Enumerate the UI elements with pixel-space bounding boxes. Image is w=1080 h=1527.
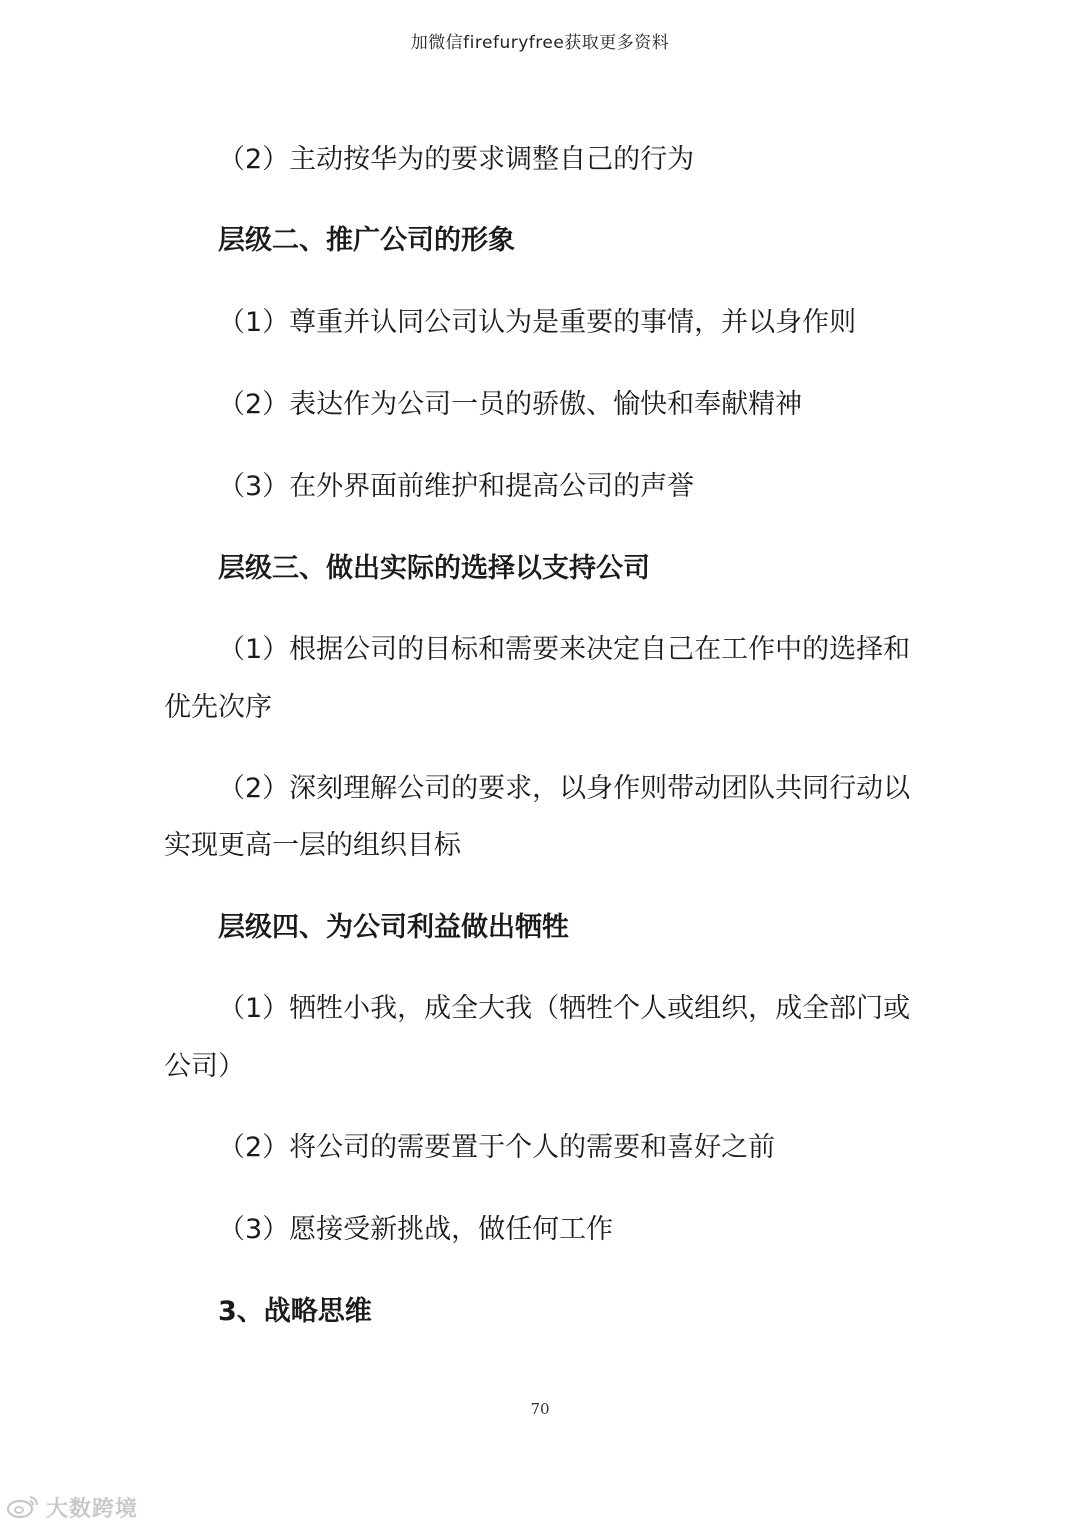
page-number: 70	[530, 1400, 550, 1418]
section-heading: 层级二、推广公司的形象	[218, 225, 515, 256]
list-item: （1）根据公司的目标和需要来决定自己在工作中的选择和	[218, 634, 911, 665]
watermark-text: 大数跨境	[46, 1497, 139, 1522]
section-heading: 层级三、做出实际的选择以支持公司	[218, 553, 650, 584]
list-item: （2）表达作为公司一员的骄傲、愉快和奉献精神	[218, 389, 803, 420]
list-item: （1）牺牲小我，成全大我（牺牲个人或组织，成全部门或	[218, 993, 911, 1024]
watermark	[6, 1492, 138, 1523]
list-item: （2）深刻理解公司的要求，以身作则带动团队共同行动以	[218, 773, 911, 804]
list-item-continuation: 实现更高一层的组织目标	[164, 830, 461, 861]
weibo-logo-icon	[6, 1493, 40, 1523]
section-heading: 3、战略思维	[218, 1296, 372, 1327]
list-item: （1）尊重并认同公司认为是重要的事情，并以身作则	[218, 307, 857, 338]
page-header: 加微信firefuryfree获取更多资料	[410, 33, 670, 53]
section-heading: 层级四、为公司利益做出牺牲	[218, 912, 569, 943]
list-item-continuation: 优先次序	[164, 692, 272, 723]
list-item-continuation: 公司）	[164, 1051, 245, 1082]
list-item: （2）主动按华为的要求调整自己的行为	[218, 144, 695, 175]
list-item: （2）将公司的需要置于个人的需要和喜好之前	[218, 1132, 776, 1163]
list-item: （3）在外界面前维护和提高公司的声誉	[218, 471, 695, 502]
list-item: （3）愿接受新挑战，做任何工作	[218, 1214, 614, 1245]
